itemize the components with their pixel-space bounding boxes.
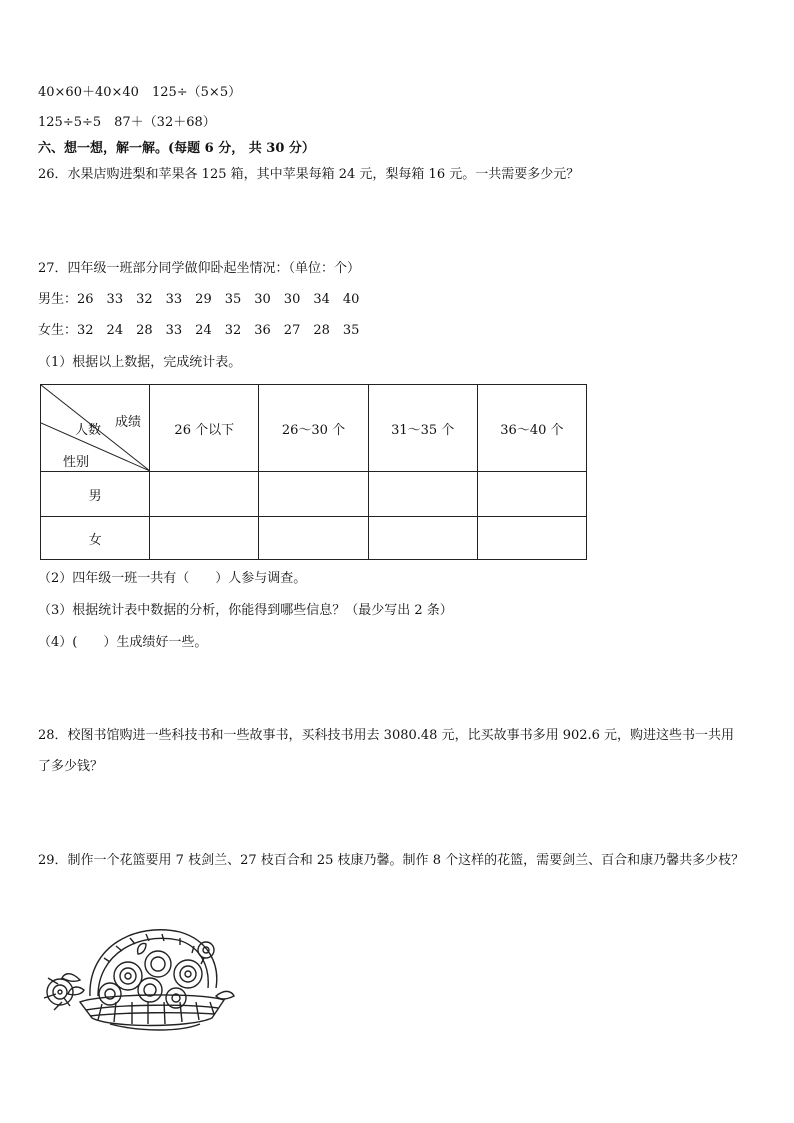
statistics-table <box>40 384 587 560</box>
question-27-part-3: （3）根据统计表中数据的分析，你能得到哪些信息？（最少写出 2 条） <box>38 603 453 618</box>
answer-cell[interactable] <box>150 472 259 517</box>
question-27-intro: 27．四年级一班部分同学做仰卧起坐情况：（单位：个） <box>38 261 361 276</box>
answer-cell[interactable] <box>477 472 586 517</box>
table-row <box>41 472 587 517</box>
answer-cell[interactable] <box>259 472 368 517</box>
flower-basket-illustration <box>40 918 240 1034</box>
answer-cell[interactable] <box>368 517 477 560</box>
table-header-cell: 31～35 个 <box>368 385 477 472</box>
table-header-cell: 26 个以下 <box>150 385 259 472</box>
row-label-girls: 女 <box>41 517 150 560</box>
table-row <box>41 517 587 560</box>
table-corner-cell <box>41 385 150 472</box>
calc-row-1: 40×60＋40×40 125÷（5×5） <box>38 85 242 100</box>
table-header-cell: 36～40 个 <box>477 385 586 472</box>
row-label-boys: 男 <box>41 472 150 517</box>
corner-label-score: 成绩 <box>115 415 142 430</box>
answer-cell[interactable] <box>477 517 586 560</box>
girls-data: 女生：32 24 28 33 24 32 36 27 28 35 <box>38 323 360 338</box>
table-header-cell: 26～30 个 <box>259 385 368 472</box>
question-27-part-2: （2）四年级一班一共有（ ）人参与调查。 <box>38 571 307 586</box>
section-heading: 六、想一想，解一解。(每题 6 分， 共 30 分） <box>38 141 315 156</box>
answer-cell[interactable] <box>150 517 259 560</box>
answer-cell[interactable] <box>368 472 477 517</box>
question-28-line-2: 了多少钱？ <box>38 759 104 774</box>
corner-label-gender: 性别 <box>63 455 90 470</box>
question-27-part-1: （1）根据以上数据，完成统计表。 <box>38 355 242 370</box>
question-28-line-1: 28．校图书馆购进一些科技书和一些故事书，买科技书用去 3080.48 元，比买故事书多用 902.6 元，购进这些书一共用 <box>38 728 735 743</box>
answer-cell[interactable] <box>259 517 368 560</box>
question-29: 29．制作一个花篮要用 7 枝剑兰、27 枝百合和 25 枝康乃馨。制作 8 个这样的花篮，需要剑兰、百合和康乃馨共多少枝？ <box>38 853 745 868</box>
boys-data: 男生：26 33 32 33 29 35 30 30 34 40 <box>38 292 360 307</box>
corner-label-count: 人数 <box>75 423 102 438</box>
question-27-part-4: （4）( ）生成绩好一些。 <box>38 635 208 650</box>
calc-row-2: 125÷5÷5 87＋（32＋68） <box>38 115 216 130</box>
question-26: 26．水果店购进梨和苹果各 125 箱，其中苹果每箱 24 元，梨每箱 16 元。一共需要多少元？ <box>38 167 580 182</box>
